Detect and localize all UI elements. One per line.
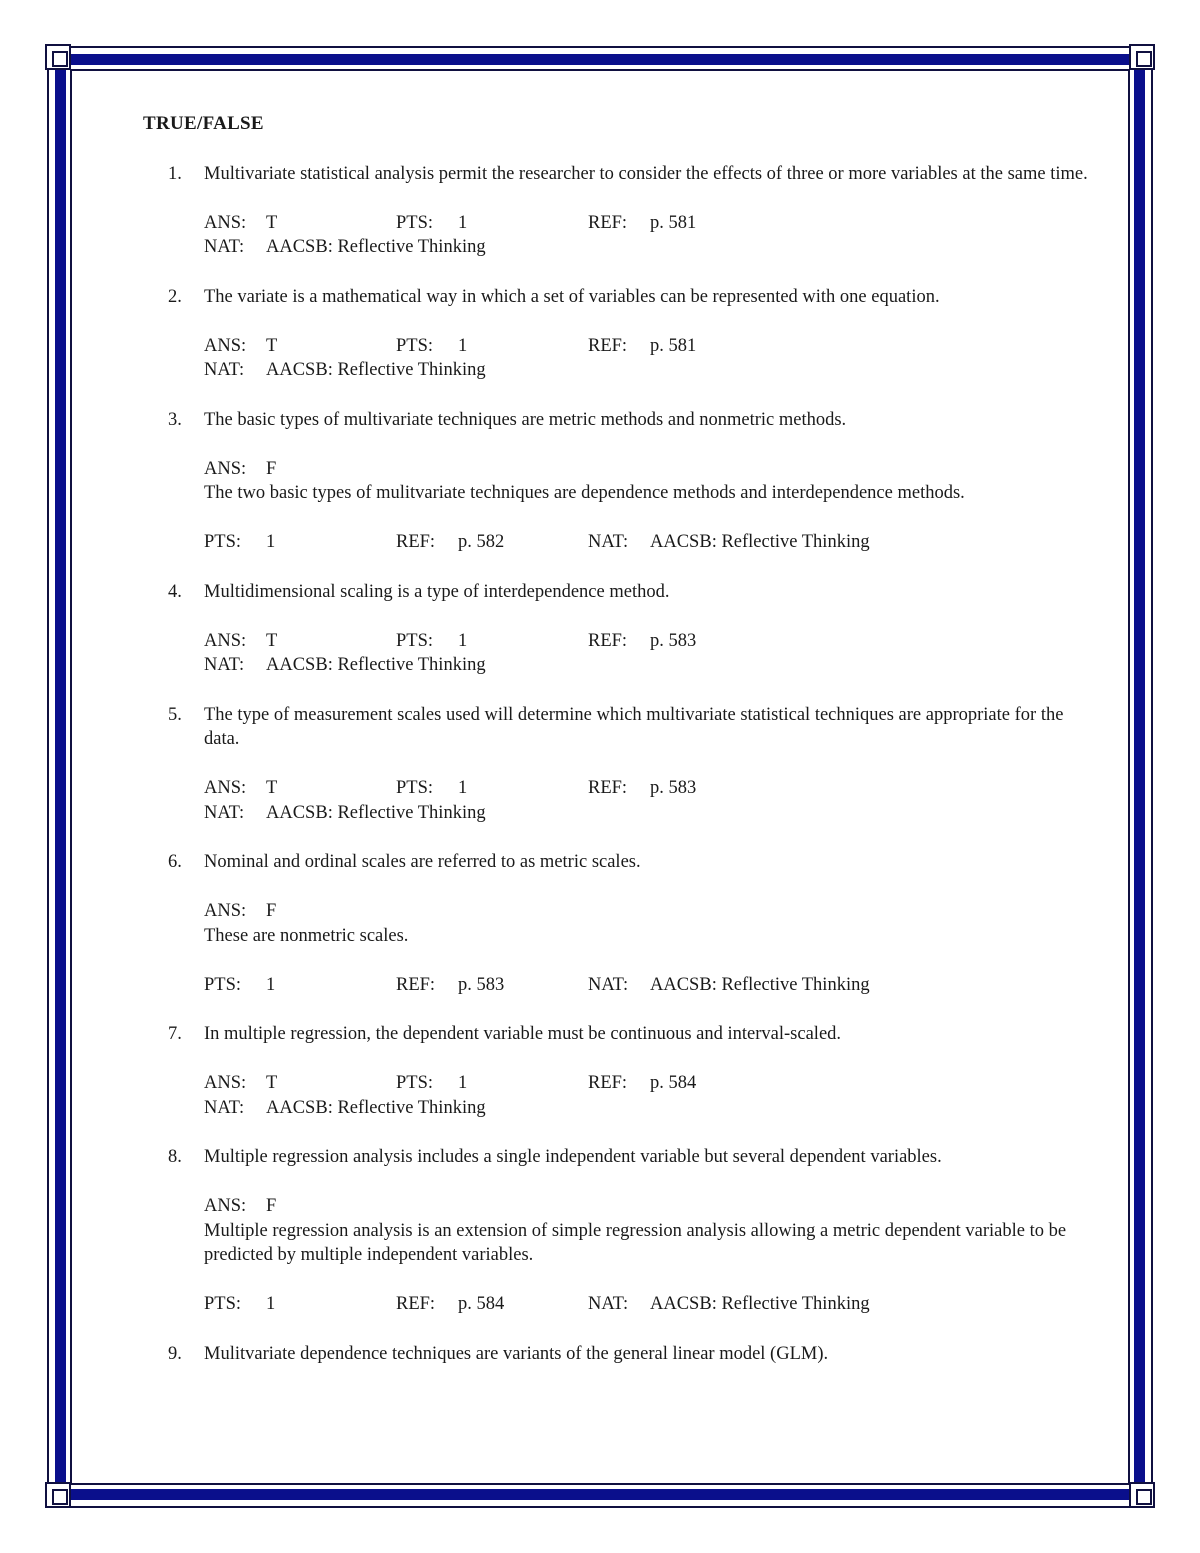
ans-value: T: [266, 212, 278, 233]
nat-value: AACSB: Reflective Thinking: [266, 360, 486, 380]
points-row: [204, 973, 1103, 998]
nat-label: NAT:: [204, 655, 245, 675]
question-text: The variate is a mathematical way in which a set of variables can be represented with one equation.: [204, 286, 940, 307]
question-item: [143, 1145, 1103, 1317]
question-text: Multidimensional scaling is a type of interdependence method.: [204, 581, 670, 602]
answer-row: [204, 1194, 1103, 1219]
answer-explanation: The two basic types of mulitvariate techniques are dependence methods and interdependence methods.: [204, 483, 965, 503]
question-number: 7.: [168, 1024, 182, 1044]
nat-label: NAT:: [204, 237, 245, 257]
ans-value: T: [266, 1073, 278, 1093]
pts-value: 1: [266, 1294, 276, 1314]
ans-label: ANS:: [204, 1196, 247, 1216]
pts-label: PTS:: [396, 335, 434, 356]
points-row: [204, 530, 1103, 555]
answer-row: [204, 629, 1103, 654]
pts-label: PTS:: [204, 1294, 242, 1314]
ans-label: ANS:: [204, 335, 247, 356]
ref-label: REF:: [588, 335, 628, 356]
pts-label: PTS:: [396, 778, 434, 798]
document-body: [143, 112, 1103, 1391]
nat-label: NAT:: [204, 360, 245, 380]
nat-value: AACSB: Reflective Thinking: [650, 532, 870, 552]
answer-row: [204, 457, 1103, 482]
ref-label: REF:: [588, 1073, 628, 1093]
ref-label: REF:: [588, 630, 628, 651]
ref-label: REF:: [588, 212, 628, 233]
ans-label: ANS:: [204, 778, 247, 798]
question-item: [143, 285, 1103, 383]
question-text: Nominal and ordinal scales are referred to as metric scales.: [204, 852, 641, 872]
section-title: TRUE/FALSE: [143, 113, 264, 134]
corner-ornament-bottom-right: [1129, 1482, 1155, 1508]
answer-row: [204, 211, 1103, 236]
ref-label: REF:: [588, 778, 628, 798]
question-number: 5.: [168, 704, 182, 725]
ans-label: ANS:: [204, 630, 247, 651]
ref-value: p. 583: [650, 778, 697, 798]
question-text: Mulitvariate dependence techniques are variants of the general linear model (GLM).: [204, 1343, 829, 1364]
question-number: 6.: [168, 852, 182, 872]
question-text: The type of measurement scales used will determine which multivariate statistical techniques are appropriate for the data.: [204, 704, 1064, 749]
pts-value: 1: [458, 778, 468, 798]
question-text: Multiple regression analysis includes a single independent variable but several dependent variables.: [204, 1147, 942, 1167]
pts-value: 1: [458, 212, 468, 233]
nat-value: AACSB: Reflective Thinking: [266, 1097, 486, 1118]
ans-label: ANS:: [204, 212, 247, 233]
question-item: [143, 580, 1103, 678]
ref-label: REF:: [396, 532, 436, 552]
nat-value: AACSB: Reflective Thinking: [266, 237, 486, 257]
pts-label: PTS:: [396, 212, 434, 233]
ans-value: T: [266, 778, 278, 798]
nat-row: [204, 653, 1103, 678]
points-row: [204, 1292, 1103, 1317]
ans-value: F: [266, 458, 277, 479]
question-number: 9.: [168, 1343, 182, 1364]
question-item: [143, 1342, 1103, 1367]
question-item: [143, 703, 1103, 826]
corner-ornament-top-left: [45, 44, 71, 70]
corner-ornament-top-right: [1129, 44, 1155, 70]
question-text: In multiple regression, the dependent variable must be continuous and interval-scaled.: [204, 1024, 842, 1044]
nat-value: AACSB: Reflective Thinking: [650, 974, 870, 995]
nat-value: AACSB: Reflective Thinking: [266, 802, 486, 823]
pts-value: 1: [458, 630, 468, 651]
ans-value: T: [266, 335, 278, 356]
question-number: 3.: [168, 409, 182, 430]
nat-row: [204, 358, 1103, 383]
pts-label: PTS:: [396, 1073, 434, 1093]
nat-label: NAT:: [204, 1097, 245, 1118]
ref-value: p. 582: [458, 532, 505, 552]
answer-explanation: Multiple regression analysis is an extension of simple regression analysis allowing a metric dependent variable to be predicted by multiple independent variables.: [204, 1220, 1067, 1265]
nat-value: AACSB: Reflective Thinking: [650, 1294, 870, 1314]
question-number: 4.: [168, 581, 182, 602]
question-item: [143, 408, 1103, 555]
answer-row: [204, 1071, 1103, 1096]
ref-label: REF:: [396, 1294, 436, 1314]
pts-value: 1: [266, 532, 276, 552]
ans-label: ANS:: [204, 901, 247, 921]
question-item: [143, 1022, 1103, 1120]
ans-value: F: [266, 901, 277, 921]
nat-row: [204, 235, 1103, 260]
pts-label: PTS:: [204, 974, 242, 995]
question-text: Multivariate statistical analysis permit the researcher to consider the effects of three or more variables at the same time.: [204, 163, 1088, 184]
answer-row: [204, 899, 1103, 924]
ans-label: ANS:: [204, 1073, 247, 1093]
answer-explanation: These are nonmetric scales.: [204, 925, 409, 946]
nat-row: [204, 1096, 1103, 1121]
ref-value: p. 581: [650, 335, 697, 356]
ref-value: p. 581: [650, 212, 697, 233]
ans-value: F: [266, 1196, 277, 1216]
ref-value: p. 583: [650, 630, 697, 651]
pts-value: 1: [458, 335, 468, 356]
question-item: [143, 850, 1103, 997]
answer-row: [204, 776, 1103, 801]
corner-ornament-bottom-left: [45, 1482, 71, 1508]
pts-label: PTS:: [204, 532, 242, 552]
question-number: 8.: [168, 1147, 182, 1167]
nat-value: AACSB: Reflective Thinking: [266, 655, 486, 675]
ref-value: p. 584: [458, 1294, 505, 1314]
pts-value: 1: [266, 974, 276, 995]
nat-label: NAT:: [204, 802, 245, 823]
ref-label: REF:: [396, 974, 436, 995]
answer-row: [204, 334, 1103, 359]
nat-label: NAT:: [588, 532, 629, 552]
nat-label: NAT:: [588, 974, 629, 995]
question-number: 2.: [168, 286, 182, 307]
ref-value: p. 584: [650, 1073, 697, 1093]
pts-value: 1: [458, 1073, 468, 1093]
ans-value: T: [266, 630, 278, 651]
nat-row: [204, 801, 1103, 826]
question-item: [143, 162, 1103, 260]
pts-label: PTS:: [396, 630, 434, 651]
nat-label: NAT:: [588, 1294, 629, 1314]
ref-value: p. 583: [458, 974, 505, 995]
question-number: 1.: [168, 163, 182, 184]
question-text: The basic types of multivariate techniques are metric methods and nonmetric methods.: [204, 409, 847, 430]
ans-label: ANS:: [204, 458, 247, 479]
